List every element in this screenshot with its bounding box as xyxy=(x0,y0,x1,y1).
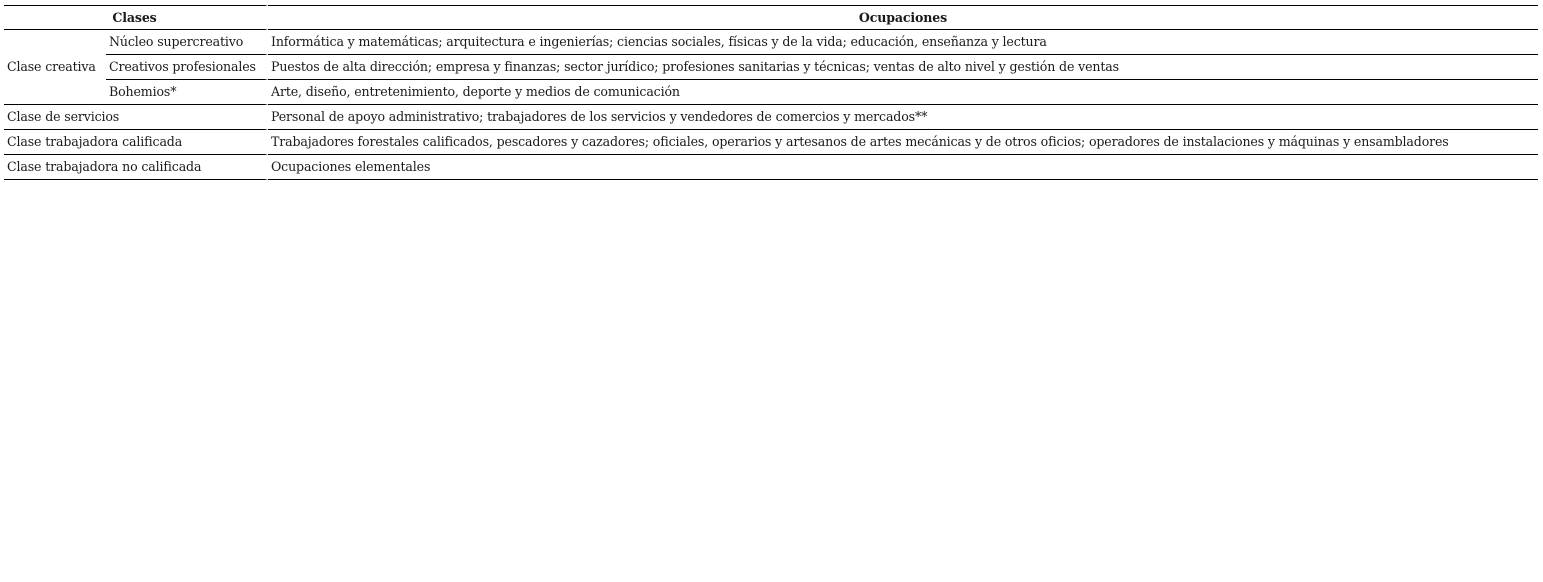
subclass-cell: Núcleo supercreativo xyxy=(106,30,268,55)
occupational-classes-table xyxy=(4,5,1538,180)
occupations-cell: Puestos de alta dirección; empresa y finanzas; sector jurídico; profesiones sanitarias y técnicas; ventas de alto nivel y gestión de ventas xyxy=(268,55,1538,80)
table-header-row xyxy=(4,5,1538,30)
occupations-cell: Arte, diseño, entretenimiento, deporte y medios de comunicación xyxy=(268,80,1538,105)
table-row xyxy=(4,105,1538,130)
clase-cell: Clase trabajadora no calificada xyxy=(4,155,268,180)
clase-cell: Clase trabajadora calificada xyxy=(4,130,268,155)
table-row xyxy=(4,55,1538,80)
subclass-cell: Creativos profesionales xyxy=(106,55,268,80)
occupations-cell: Trabajadores forestales calificados, pescadores y cazadores; oficiales, operarios y artesanos de artes mecánicas y de otros oficios; operadores de instalaciones y máquinas y ensambladores xyxy=(268,130,1538,155)
table-row xyxy=(4,130,1538,155)
table-row xyxy=(4,30,1538,55)
classes-table xyxy=(4,5,1538,180)
occupations-cell: Personal de apoyo administrativo; trabajadores de los servicios y vendedores de comercios y mercados** xyxy=(268,105,1538,130)
clase-cell: Clase de servicios xyxy=(4,105,268,130)
subclass-cell: Bohemios* xyxy=(106,80,268,105)
clase-creativa-label: Clase creativa xyxy=(4,30,106,105)
table-row xyxy=(4,80,1538,105)
header-ocupaciones: Ocupaciones xyxy=(268,5,1538,30)
header-clases: Clases xyxy=(4,5,268,30)
occupations-cell: Ocupaciones elementales xyxy=(268,155,1538,180)
table-row xyxy=(4,155,1538,180)
occupations-cell: Informática y matemáticas; arquitectura e ingenierías; ciencias sociales, físicas y de la vida; educación, enseñanza y lectura xyxy=(268,30,1538,55)
